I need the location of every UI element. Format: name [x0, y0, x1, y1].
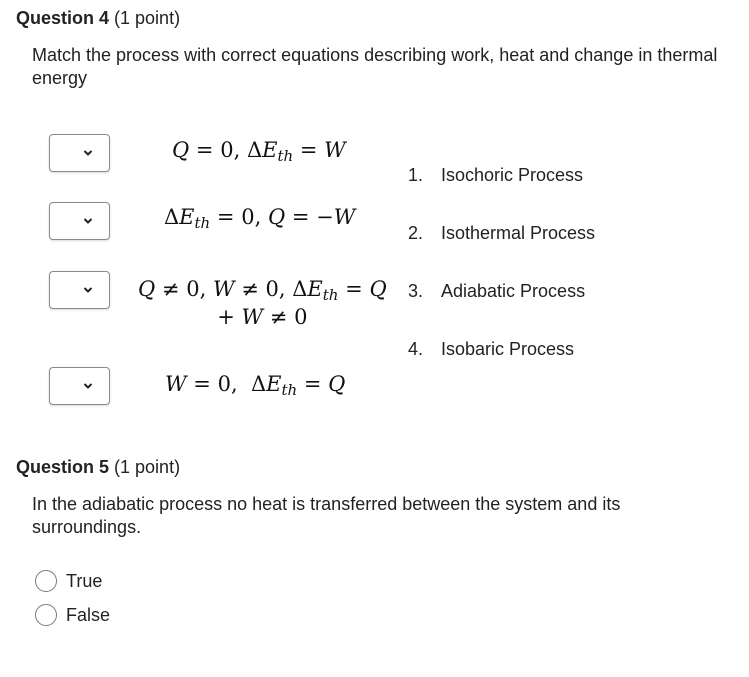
option-label: Isobaric Process: [441, 339, 575, 359]
option-number: 1.: [408, 165, 424, 185]
equation-2: $\Delta E_{th} = 0$, Q = −W: [164, 205, 356, 232]
question-5-points: (1 point): [114, 457, 181, 477]
question-5-prompt: In the adiabatic process no heat is transferred between the system and its surroundings.: [32, 494, 621, 537]
equation-1: Q = 0, $\Delta E_{th} = W$: [172, 138, 346, 165]
option-label: Isothermal Process: [441, 223, 596, 243]
equation-3: Q ≠ 0, W ≠ 0, $\Delta E_{th} = Q$ + W ≠ 0: [138, 277, 387, 329]
option-number: 4.: [408, 339, 424, 359]
match-select-4[interactable]: [49, 367, 110, 405]
chevron-down-icon: [83, 149, 93, 157]
question-5-heading: [16, 457, 180, 478]
question-4-heading: [16, 8, 180, 29]
question-5-number: Question 5: [16, 457, 110, 477]
question-4-number: Question 4: [16, 8, 110, 28]
radio-button-icon[interactable]: [35, 604, 57, 626]
option-number: 2.: [408, 223, 424, 243]
option-label: Isochoric Process: [441, 165, 584, 185]
match-select-3[interactable]: [49, 271, 110, 309]
chevron-down-icon: [83, 286, 93, 294]
option-number: 3.: [408, 281, 424, 301]
radio-label-false: False: [66, 605, 111, 625]
match-select-2[interactable]: [49, 202, 110, 240]
option-label: Adiabatic Process: [441, 281, 586, 301]
chevron-down-icon: [83, 217, 93, 225]
question-4-points: (1 point): [114, 8, 181, 28]
option-4: [408, 339, 574, 360]
radio-button-icon[interactable]: [35, 570, 57, 592]
option-3: [408, 281, 585, 302]
question-4-prompt: Match the process with correct equations describing work, heat and change in thermal energy: [32, 45, 718, 88]
option-1: [408, 165, 583, 186]
chevron-down-icon: [83, 382, 93, 390]
radio-label-true: True: [66, 571, 103, 591]
equation-4: W = 0, $\Delta E_{th} = Q$: [165, 372, 346, 399]
option-2: [408, 223, 595, 244]
match-select-1[interactable]: [49, 134, 110, 172]
